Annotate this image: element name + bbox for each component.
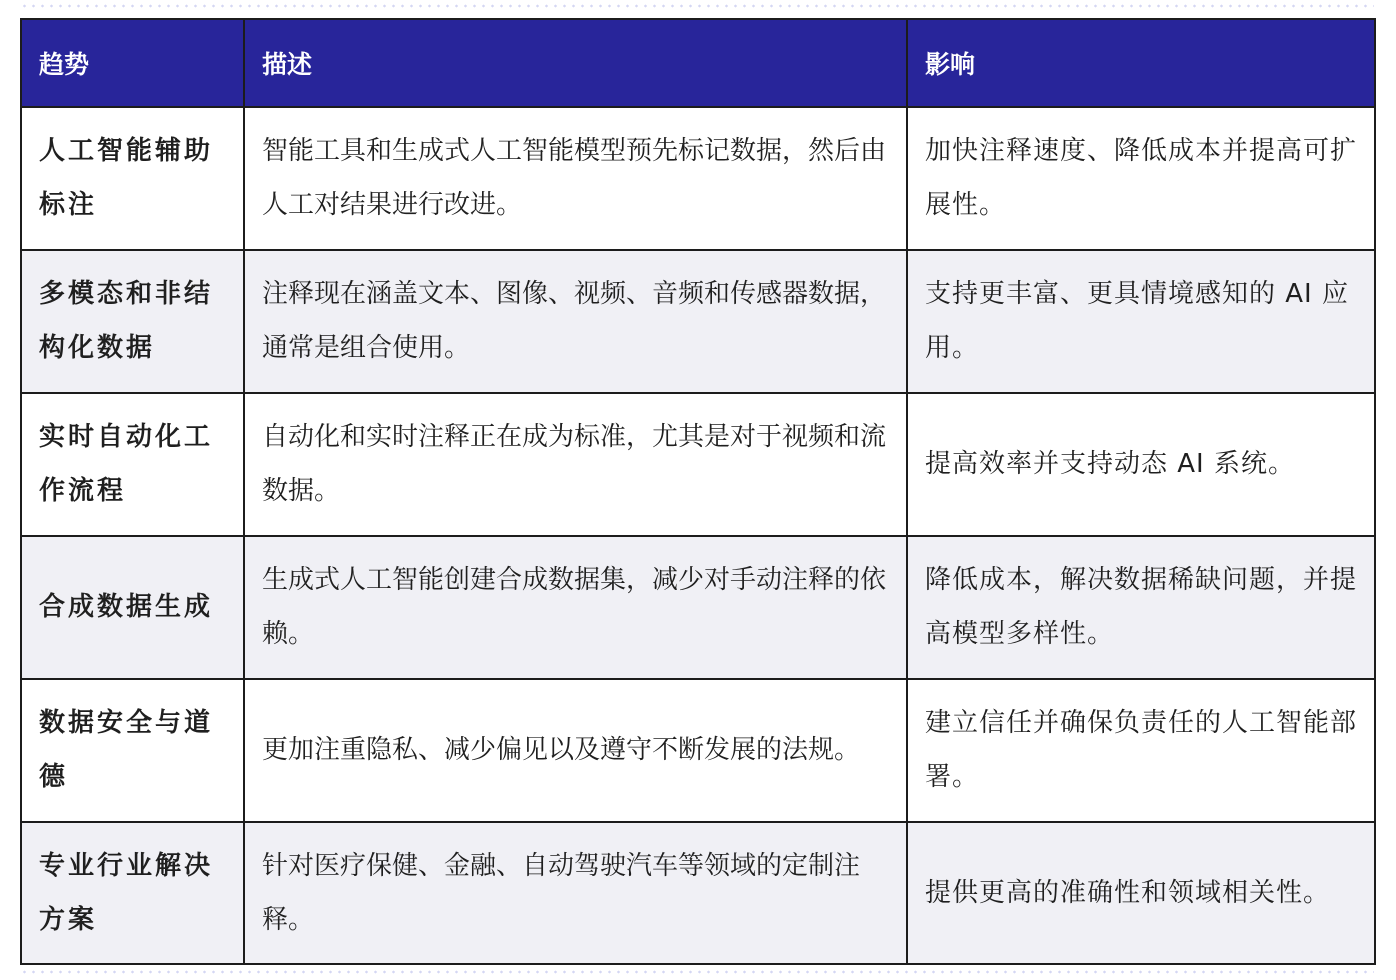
- table-row: [21, 536, 1375, 679]
- table-row: [21, 822, 1375, 964]
- trend-cell: 多模态和非结构化数据: [21, 250, 244, 393]
- header-impact: 影响: [907, 19, 1375, 107]
- trend-cell: 专业行业解决方案: [21, 822, 244, 964]
- trend-cell: 数据安全与道德: [21, 679, 244, 822]
- table-row: [21, 679, 1375, 822]
- impact-cell: 支持更丰富、更具情境感知的 AI 应用。: [907, 250, 1375, 393]
- trend-cell: 合成数据生成: [21, 536, 244, 679]
- header-description: 描述: [244, 19, 907, 107]
- table-header-row: [21, 19, 1375, 107]
- impact-cell: 提高效率并支持动态 AI 系统。: [907, 393, 1375, 536]
- description-cell: 生成式人工智能创建合成数据集，减少对手动注释的依赖。: [244, 536, 907, 679]
- description-cell: 自动化和实时注释正在成为标准，尤其是对于视频和流数据。: [244, 393, 907, 536]
- description-cell: 针对医疗保健、金融、自动驾驶汽车等领域的定制注释。: [244, 822, 907, 964]
- impact-cell: 建立信任并确保负责任的人工智能部署。: [907, 679, 1375, 822]
- trends-table: [20, 18, 1376, 965]
- description-cell: 注释现在涵盖文本、图像、视频、音频和传感器数据，通常是组合使用。: [244, 250, 907, 393]
- bottom-edge-decoration: [20, 966, 1374, 978]
- description-cell: 智能工具和生成式人工智能模型预先标记数据，然后由人工对结果进行改进。: [244, 107, 907, 250]
- impact-cell: 加快注释速度、降低成本并提高可扩展性。: [907, 107, 1375, 250]
- impact-cell: 降低成本，解决数据稀缺问题，并提高模型多样性。: [907, 536, 1375, 679]
- trend-cell: 人工智能辅助标注: [21, 107, 244, 250]
- table-row: [21, 107, 1375, 250]
- trend-cell: 实时自动化工作流程: [21, 393, 244, 536]
- impact-cell: 提供更高的准确性和领域相关性。: [907, 822, 1375, 964]
- header-trend: 趋势: [21, 19, 244, 107]
- table-row: [21, 250, 1375, 393]
- description-cell: 更加注重隐私、减少偏见以及遵守不断发展的法规。: [244, 679, 907, 822]
- top-edge-decoration: [20, 0, 1374, 12]
- table-row: [21, 393, 1375, 536]
